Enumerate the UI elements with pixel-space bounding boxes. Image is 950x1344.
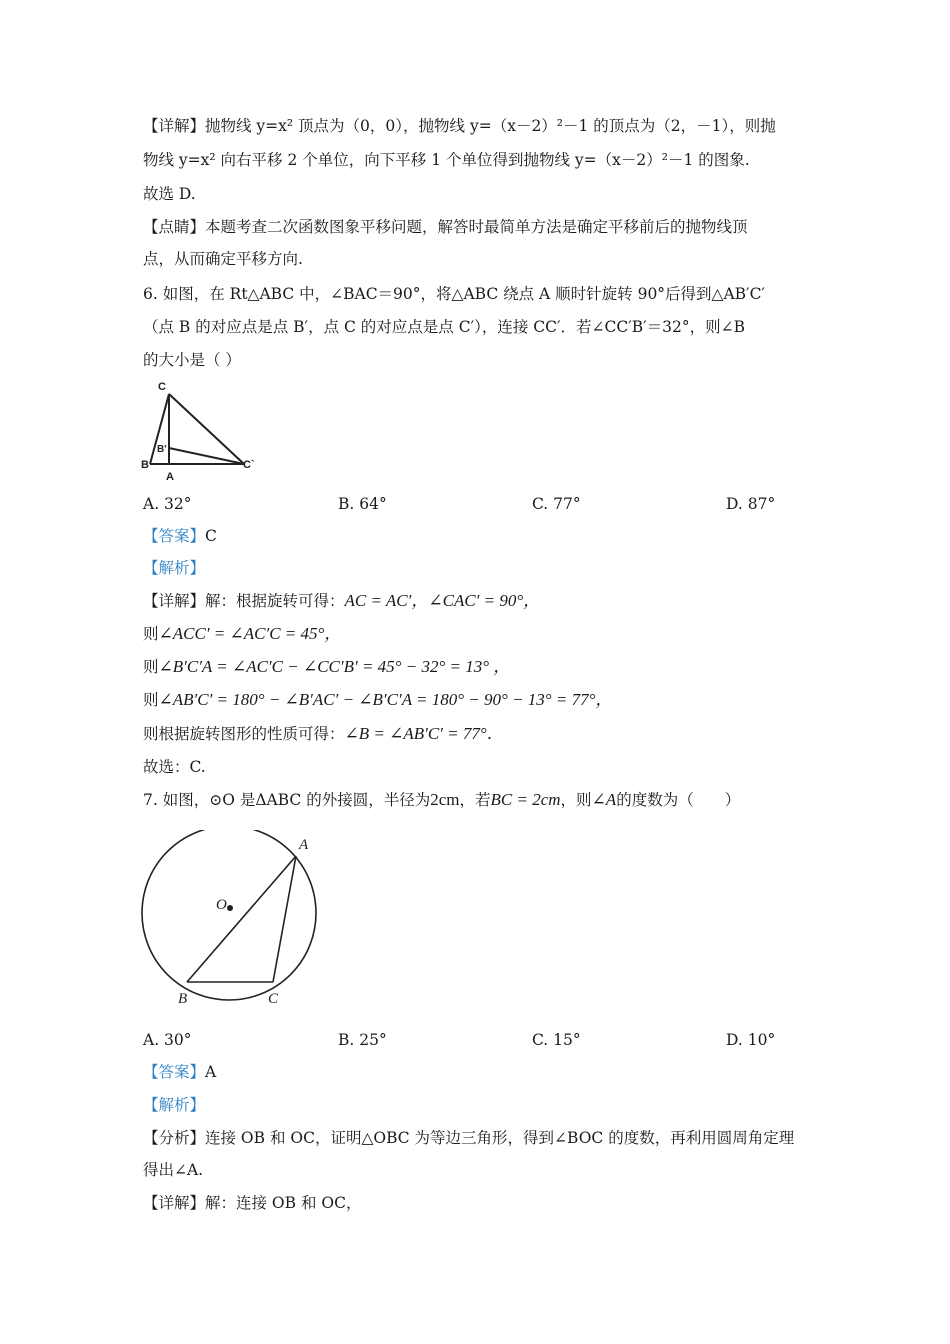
q6-detail-math-5: ∠B = ∠AB′C′ = 77°． xyxy=(344,724,504,743)
q6-detail-prefix-2: 则 xyxy=(143,625,159,643)
q6-detail-line-5 xyxy=(143,724,504,744)
q7-seg-AB xyxy=(187,856,296,982)
q5-detail-line-2: 物线 y=x² 向右平移 2 个单位，向下平移 1 个单位得到抛物线 y=（x－2）²－1 的图象. xyxy=(143,151,750,169)
q6-analysis-tag: 【解析】 xyxy=(143,559,206,577)
q7-stem-math-2: BC = 2cm xyxy=(490,790,561,809)
q6-detail-line-2 xyxy=(143,624,341,644)
q6-figure xyxy=(140,380,260,485)
q7-stem-math-1: 2cm xyxy=(430,790,460,809)
q7-stem-suffix: 的度数为（ ） xyxy=(616,791,741,809)
q7-stem-prefix: 7. 如图，⊙O 是ΔABC 的外接圆，半径为 xyxy=(143,791,431,809)
q6-label-Cprime: C` xyxy=(243,459,255,471)
q5-comment-line-2: 点，从而确定平移方向. xyxy=(143,250,303,268)
q6-detail-tag: 【详解】 xyxy=(143,592,206,610)
q6-detail-text-1: 解：根据旋转可得： xyxy=(205,592,345,610)
q7-stem-mid: ，若 xyxy=(459,791,491,809)
q7-seg-AC xyxy=(273,856,296,982)
q6-label-Bprime: B' xyxy=(157,444,167,455)
q7-analysis-line-2: 得出∠A. xyxy=(143,1161,204,1179)
q7-answer xyxy=(143,1062,216,1082)
q6-option-d: D. 87° xyxy=(726,495,776,513)
q7-circle xyxy=(142,830,316,1000)
q7-analysis-tag: 【解析】 xyxy=(143,1096,206,1114)
q6-detail-line-3 xyxy=(143,657,510,677)
q6-label-B: B xyxy=(141,459,149,471)
q7-stem xyxy=(143,790,740,810)
q7-label-B: B xyxy=(178,991,188,1007)
q6-stem-line-2: （点 B 的对应点是点 B′，点 C 的对应点是点 C′），连接 CC′．若∠CC′B′＝32°，则∠B xyxy=(143,318,746,336)
q6-seg-CCprime xyxy=(169,394,244,464)
q7-analysis-line-1: 【分析】连接 OB 和 OC，证明△OBC 为等边三角形，得到∠BOC 的度数，再利用圆周角定理 xyxy=(143,1129,795,1147)
q7-center-point xyxy=(227,905,233,911)
q6-detail-prefix-4: 则 xyxy=(143,691,159,709)
q7-answer-value: A xyxy=(205,1063,217,1081)
q6-answer-value: C xyxy=(205,527,217,545)
q7-option-a: A. 30° xyxy=(143,1031,192,1049)
q6-detail-prefix-3: 则 xyxy=(143,658,159,676)
q7-answer-tag: 【答案】 xyxy=(143,1063,206,1081)
q7-option-c: C. 15° xyxy=(532,1031,581,1049)
q7-label-C: C xyxy=(268,991,279,1007)
q6-answer xyxy=(143,526,217,546)
q5-comment-line-1: 【点睛】本题考查二次函数图象平移问题，解答时最简单方法是确定平移前后的抛物线顶 xyxy=(143,218,748,236)
q6-option-c: C. 77° xyxy=(532,495,581,513)
q7-option-d: D. 10° xyxy=(726,1031,776,1049)
q6-seg-BprimeCprime xyxy=(169,448,244,464)
q6-option-a: A. 32° xyxy=(143,495,192,513)
q7-detail-line-1: 【详解】解：连接 OB 和 OC， xyxy=(143,1194,362,1212)
q6-detail-line-4 xyxy=(143,690,612,710)
q6-detail-math-2: ∠ACC′ = ∠AC′C = 45°， xyxy=(158,624,342,643)
q7-label-O: O xyxy=(216,897,227,913)
q6-detail-math-1: AC = AC′，∠CAC′ = 90°， xyxy=(344,591,541,610)
q7-label-A: A xyxy=(299,837,309,853)
q6-label-A: A xyxy=(166,471,174,483)
q6-choose: 故选：C. xyxy=(143,758,206,776)
q6-detail-prefix-5: 则根据旋转图形的性质可得： xyxy=(143,725,345,743)
q7-figure xyxy=(138,830,338,1010)
q5-detail-line-1: 【详解】抛物线 y=x² 顶点为（0，0），抛物线 y=（x－2）²－1 的顶点为（2，－1），则抛 xyxy=(143,117,776,135)
q6-stem-line-1: 6. 如图，在 Rt△ABC 中，∠BAC＝90°，将△ABC 绕点 A 顺时针旋转 90°后得到△AB′C′ xyxy=(143,285,765,303)
q6-stem-line-3: 的大小是（ ） xyxy=(143,351,241,369)
q7-option-b: B. 25° xyxy=(338,1031,387,1049)
q5-choose: 故选 D. xyxy=(143,185,196,203)
q6-detail-line-1 xyxy=(143,591,540,611)
q6-detail-math-4: ∠AB′C′ = 180° − ∠B′AC′ − ∠B′C′A = 180° − 90° − 13° = 77°， xyxy=(158,690,613,709)
q6-detail-math-3: ∠B′C′A = ∠AC′C − ∠CC′B′ = 45° − 32° = 13° ， xyxy=(158,657,511,676)
q6-label-C: C xyxy=(158,381,166,393)
q6-option-b: B. 64° xyxy=(338,495,387,513)
q6-answer-tag: 【答案】 xyxy=(143,527,206,545)
q7-stem-math-3: ∠A xyxy=(591,790,617,809)
q7-stem-mid-2: ，则 xyxy=(560,791,592,809)
